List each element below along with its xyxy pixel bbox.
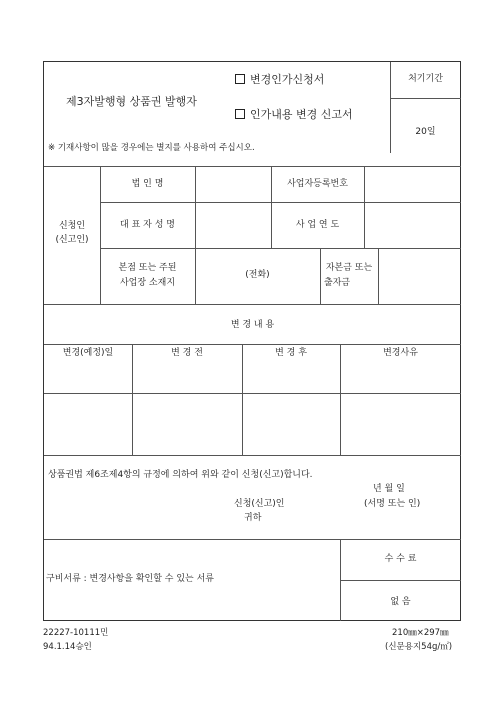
capital-label: 자본금 또는 xyxy=(325,263,373,273)
divider xyxy=(44,539,461,540)
required-documents: 구비서류 : 변경사항을 확인할 수 있는 서류 xyxy=(46,574,214,584)
paper-size: 210㎜×297㎜ xyxy=(392,628,449,638)
biz-reg-no-label: 사업자등록번호 xyxy=(287,179,348,189)
divider xyxy=(340,580,461,581)
divider xyxy=(100,248,461,249)
rep-name-label: 대 표 자 성 명 xyxy=(120,220,175,230)
processing-period-value: 20일 xyxy=(415,127,436,137)
divider xyxy=(44,344,461,345)
divider xyxy=(44,455,461,456)
divider xyxy=(44,166,461,167)
divider xyxy=(242,344,243,455)
applicant-label: 신청인 xyxy=(58,221,86,231)
recipient-label: 귀하 xyxy=(244,513,262,523)
processing-period-label: 처기기간 xyxy=(408,74,443,84)
address-label: 본점 또는 주된 xyxy=(118,263,177,273)
divider xyxy=(100,202,461,203)
divider xyxy=(364,166,365,248)
address-label: 사업장 소재지 xyxy=(119,278,176,288)
approval-date: 94.1.14승인 xyxy=(43,642,92,652)
biz-year-label: 사 업 연 도 xyxy=(295,220,340,230)
reporter-label: (신고인) xyxy=(55,235,89,245)
column-before: 변 경 전 xyxy=(171,348,203,358)
divider xyxy=(340,539,341,621)
divider xyxy=(378,248,379,304)
column-reason: 변경사유 xyxy=(383,348,418,358)
divider xyxy=(390,98,461,99)
divider xyxy=(44,304,461,305)
fee-label: 수 수 료 xyxy=(384,554,417,564)
divider xyxy=(271,166,272,248)
divider xyxy=(132,344,133,455)
signer-label: 신청(신고)인 xyxy=(234,499,285,509)
form-title: 제3자발행형 상품권 발행자 xyxy=(66,95,197,108)
column-change-date: 변경(예정)일 xyxy=(62,348,114,358)
declaration-text: 상품권법 제6조제4항의 규정에 의하여 위와 같이 신청(신고)합니다. xyxy=(48,470,313,480)
phone-label: (전화) xyxy=(245,270,270,280)
option-change-approval: 변경인가신청서 xyxy=(235,74,324,85)
divider xyxy=(320,248,321,304)
divider xyxy=(195,166,196,304)
fee-value: 없 음 xyxy=(390,597,411,607)
date-line: 년 월 일 xyxy=(373,484,405,494)
corp-name-label: 법 인 명 xyxy=(131,179,164,189)
note-text: ※ 기재사항이 많을 경우에는 별지를 사용하여 주십시오. xyxy=(48,143,255,153)
capital-label: 출자금 xyxy=(324,278,351,288)
changes-section-title: 변 경 내 용 xyxy=(230,320,275,330)
divider xyxy=(44,393,461,394)
checkbox[interactable] xyxy=(235,109,245,119)
application-form xyxy=(43,61,461,621)
option-change-report: 인가내용 변경 신고서 xyxy=(235,109,353,120)
signature-note: (서명 또는 인) xyxy=(364,499,421,509)
column-after: 변 경 후 xyxy=(275,348,307,358)
divider xyxy=(340,344,341,455)
paper-type: (신문용지54g/㎡) xyxy=(385,642,453,652)
form-number: 22227-10111민 xyxy=(43,628,109,638)
checkbox[interactable] xyxy=(235,74,245,84)
